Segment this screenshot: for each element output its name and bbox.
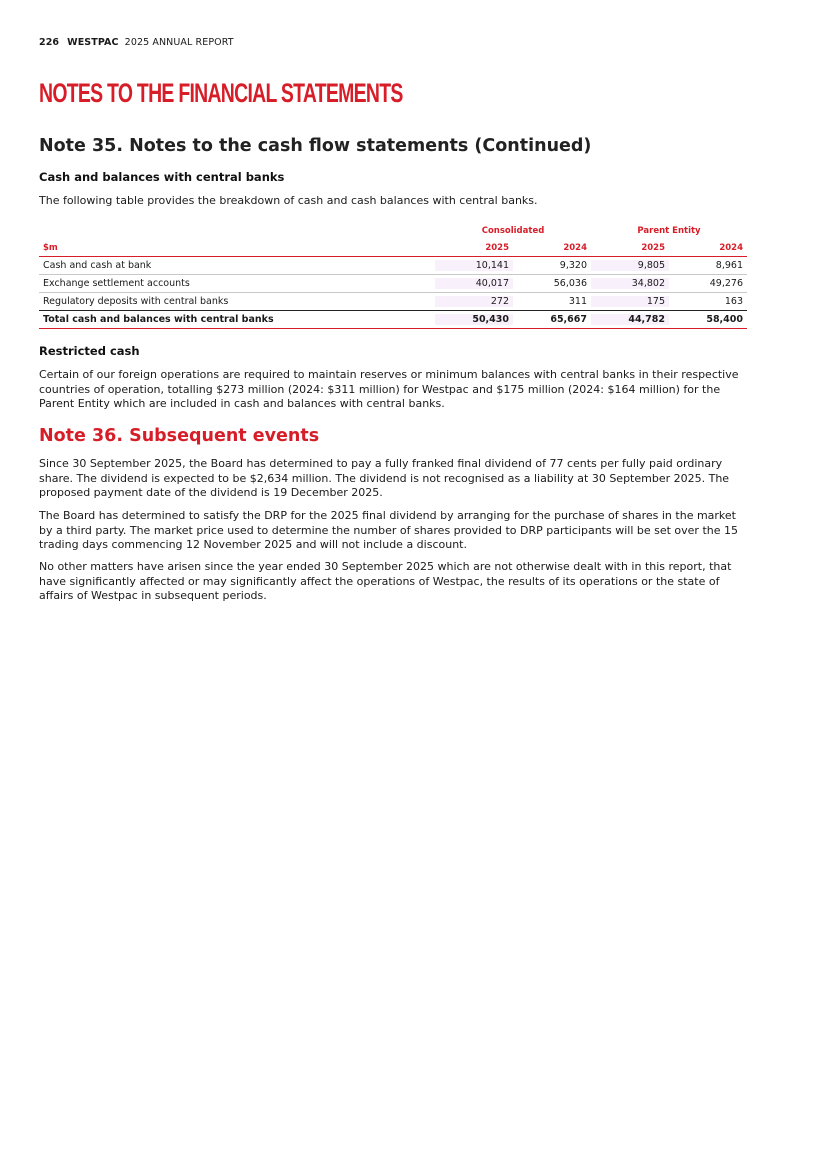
running-header (39, 37, 234, 48)
page-number: 226 (39, 37, 60, 48)
table-cell: 10,141 (435, 260, 513, 271)
subsequent-events-paragraph: The Board has determined to satisfy the DRP for the 2025 final dividend by arranging for the purchase of shares in the market by a third party. The market price used to determine the number of shares provided to DRP participants will be set over the 15 trading days commencing 12 November 2025 and will not include a discount. (39, 509, 738, 551)
note-36-title: Note 36. Subsequent events (39, 426, 320, 446)
total-cell: 50,430 (435, 314, 513, 325)
table-cell: 272 (435, 296, 513, 307)
table-row (39, 293, 747, 310)
table-cell: 9,805 (591, 260, 669, 271)
note-35-title: Note 35. Notes to the cash flow statements (Continued) (39, 136, 592, 156)
table-row (39, 257, 747, 275)
table-cell: 9,320 (559, 260, 587, 271)
cash-balances-table (39, 223, 747, 329)
row-label: Cash and cash at bank (43, 260, 152, 271)
column-header: 2024 (719, 242, 743, 253)
table-intro: The following table provides the breakdown of cash and cash balances with central banks. (39, 194, 538, 207)
table-cell: 175 (591, 296, 669, 307)
subsequent-events-paragraph: Since 30 September 2025, the Board has determined to pay a fully franked final dividend of 77 cents per fully paid ordinary share. The dividend is expected to be $2,634 million. The dividend is not recognised as a liability at 30 September 2025. The proposed payment date of the dividend is 19 December 2025. (39, 457, 730, 499)
table-row (39, 275, 747, 293)
table-header-row (39, 239, 747, 257)
table-cell: 49,276 (709, 278, 743, 289)
row-label: Exchange settlement accounts (43, 278, 190, 289)
column-header: 2024 (563, 242, 587, 253)
column-header: 2025 (641, 242, 665, 253)
section-title: NOTES TO THE FINANCIAL STATEMENTS (39, 78, 403, 108)
total-cell: 65,667 (550, 314, 587, 325)
table-cell: 40,017 (435, 278, 513, 289)
total-cell: 44,782 (591, 314, 669, 325)
table-total-row (39, 310, 747, 329)
restricted-cash-text: Certain of our foreign operations are required to maintain reserves or minimum balances with central banks in their respective countries of operation, totalling $273 million (2024: $311 million) for Westpac and $175 million (2024: $164 million) for the Parent Entity which are included in cash and balances with central banks. (39, 368, 739, 410)
restricted-cash-heading: Restricted cash (39, 344, 140, 358)
column-header: 2025 (485, 242, 509, 253)
table-cell: 311 (568, 296, 587, 307)
total-label: Total cash and balances with central banks (43, 314, 274, 325)
report-title: 2025 ANNUAL REPORT (124, 37, 234, 48)
subsequent-events-paragraph: No other matters have arisen since the year ended 30 September 2025 which are not otherwise dealt with in this report, that have significantly affected or may significantly affect the operations of Westpac, the results of its operations or the state of affairs of Westpac in subsequent periods. (39, 560, 732, 602)
group-header-parent-entity: Parent Entity (637, 226, 701, 236)
table-cell: 34,802 (591, 278, 669, 289)
table-cell: 163 (724, 296, 743, 307)
table-cell: 56,036 (553, 278, 587, 289)
brand-name: WESTPAC (67, 37, 119, 48)
row-label: Regulatory deposits with central banks (43, 296, 229, 307)
cash-balances-subheading: Cash and balances with central banks (39, 170, 285, 184)
unit-label: $m (43, 242, 58, 253)
table-group-header-row (39, 223, 747, 239)
group-header-consolidated: Consolidated (481, 226, 545, 236)
total-cell: 58,400 (706, 314, 743, 325)
table-cell: 8,961 (715, 260, 743, 271)
